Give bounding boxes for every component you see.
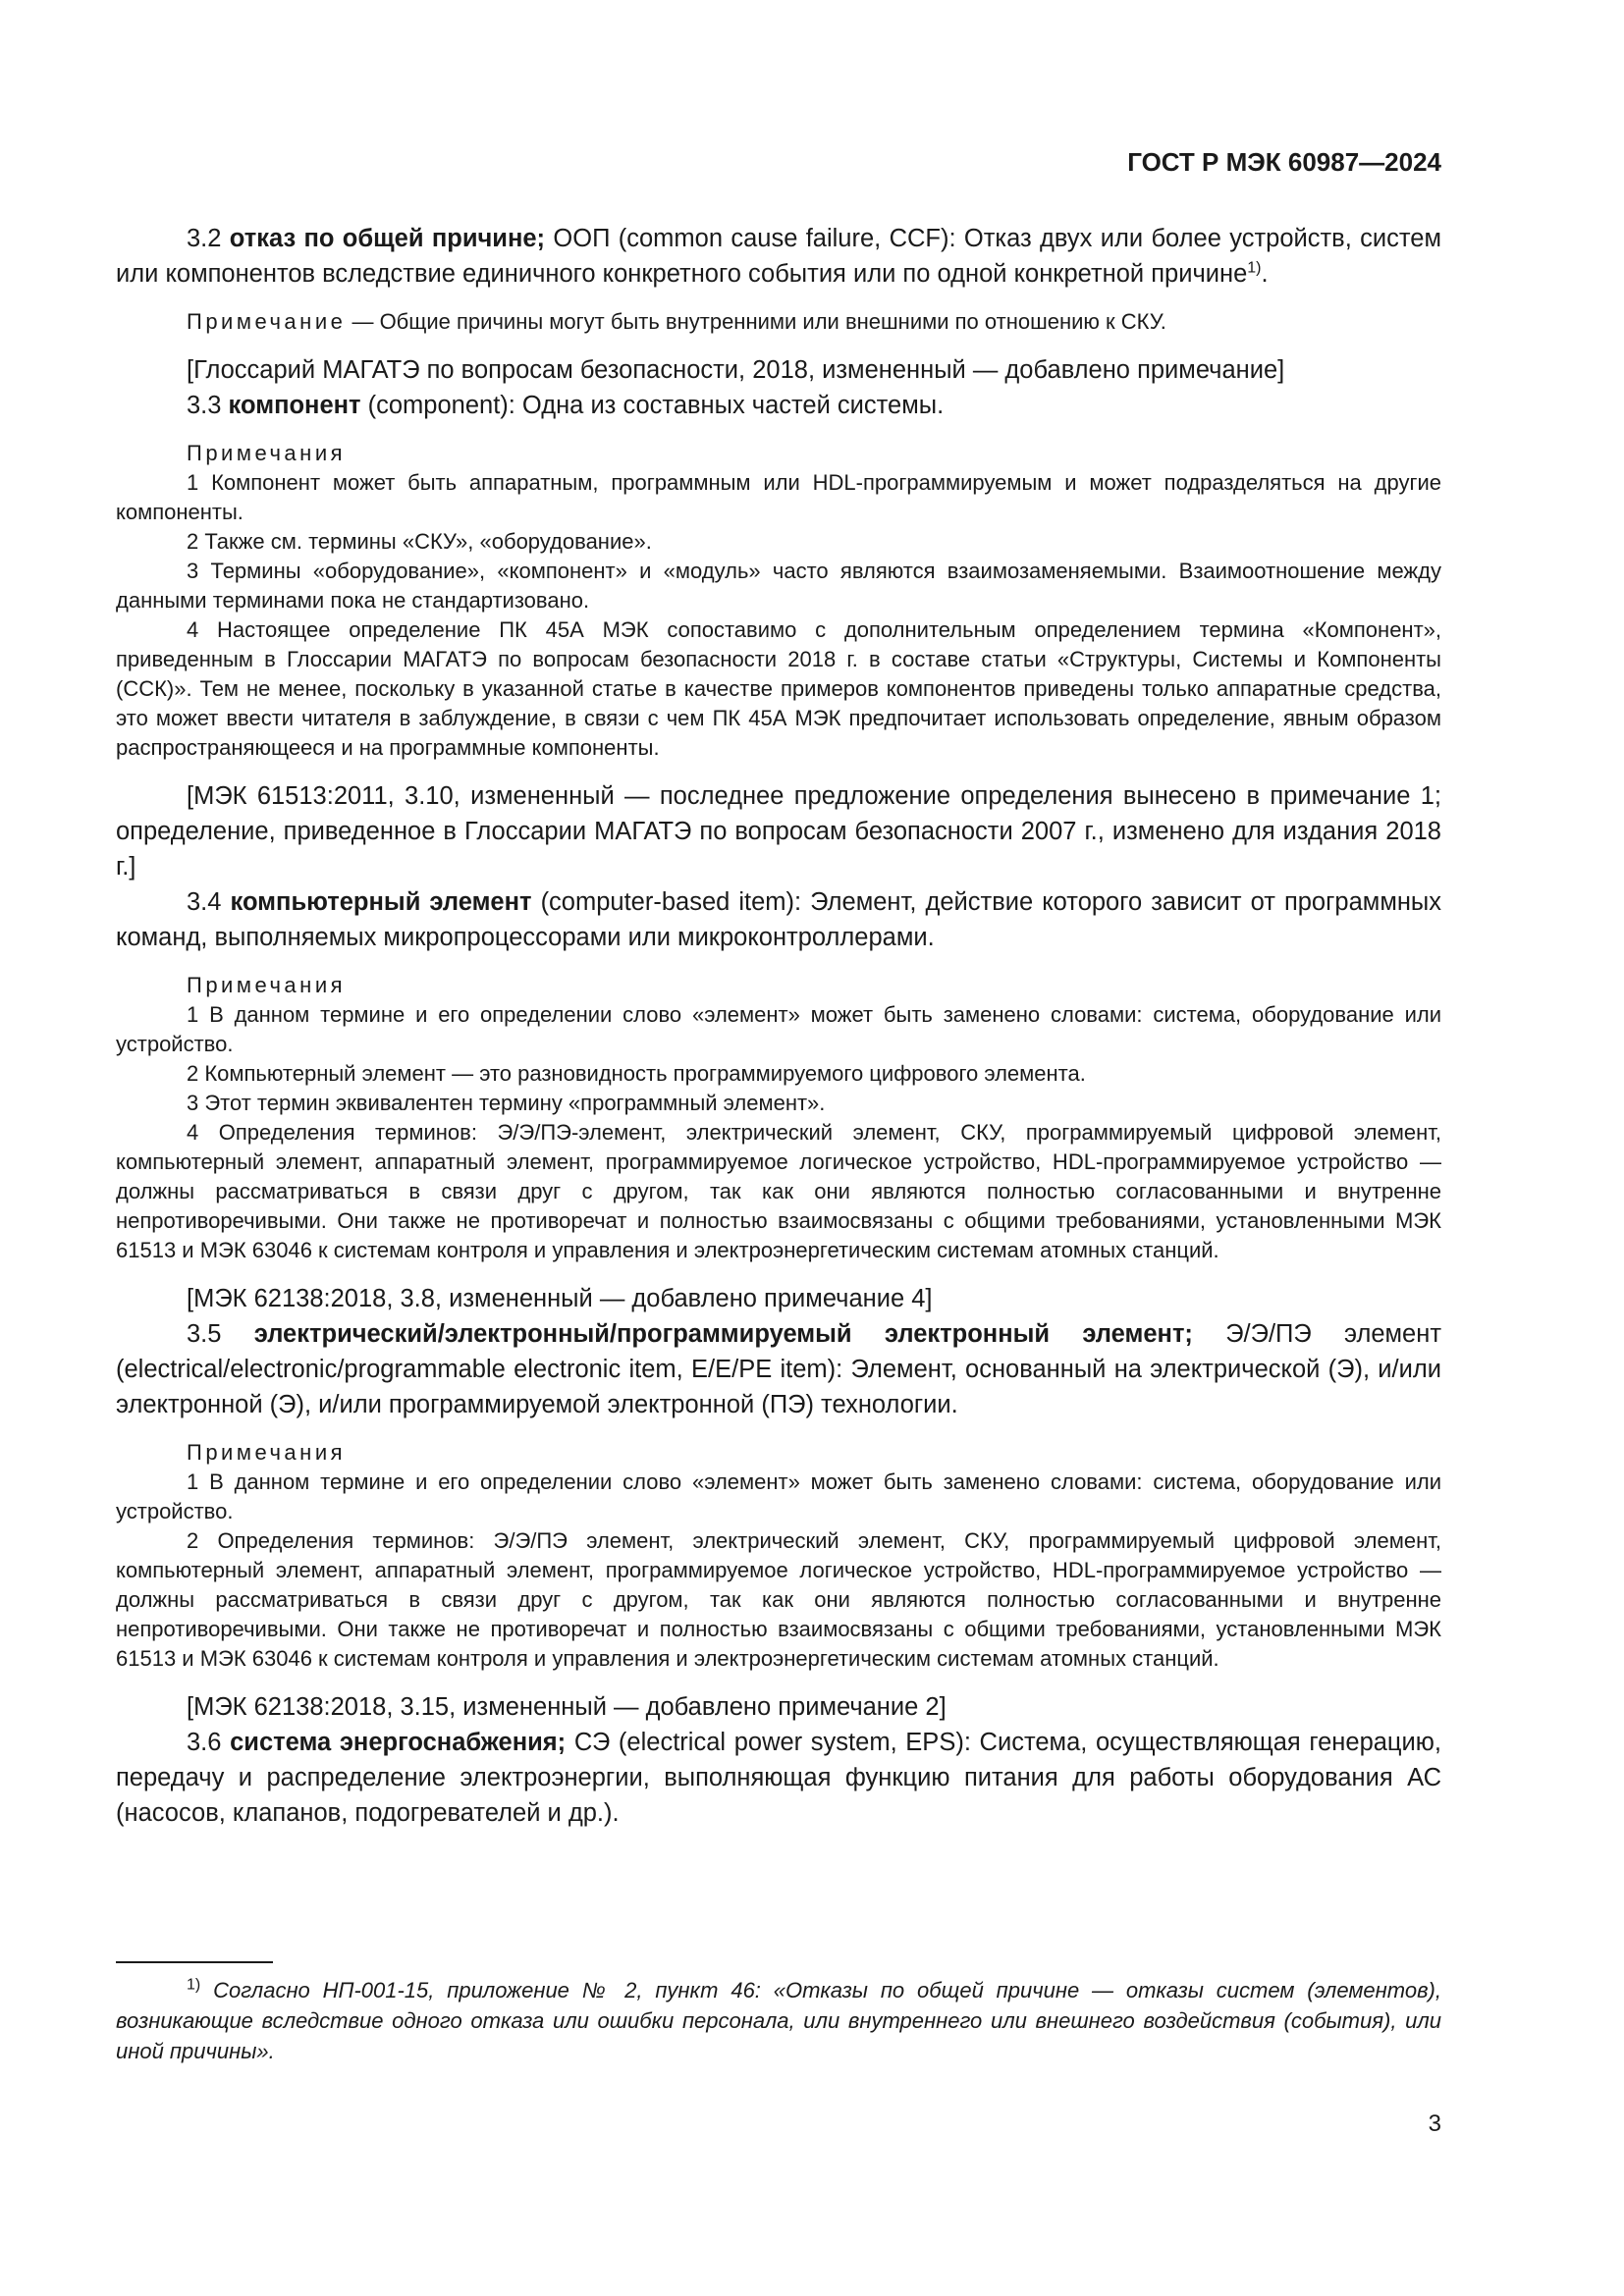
footnote-text: Согласно НП-001-15, приложение № 2, пункт 46: «Отказы по общей причине — отказы систем (элементов), возникающие вследствие одного отказа или ошибки персонала, или внутреннего или внешнего воздействия (события), или иной причины». [116, 1978, 1441, 2063]
term-3-2: 3.2 отказ по общей причине; ООП (common cause failure, CCF): Отказ двух или более устройств, систем или компонентов вследствие единичного конкретного события или по одной конкретной причине$^{1)}$. [116, 225, 1441, 288]
term-3-3 [116, 388, 1441, 423]
note-3-3-4: 4 Настоящее определение ПК 45А МЭК сопоставимо с дополнительным определением термина «Компонент», приведенным в Глоссарии МАГАТЭ по вопросам безопасности 2018 г. в составе статьи «Структуры, Системы и Компоненты (ССК)». Тем не менее, поскольку в указанной статье в качестве примеров компонентов приведены только аппаратные средства, это может ввести читателя в заблуждение, в связи с чем ПК 45А МЭК предпочитает использовать определение, явным образом распространяющееся и на программные компоненты. [116, 617, 1441, 760]
term-3-5 [116, 1316, 1441, 1422]
note-3-3-1: 1 Компонент может быть аппаратным, программным или HDL-программируемым и может подразделяться на другие компоненты. [116, 470, 1441, 524]
note-3-5-2: 2 Определения терминов: Э/Э/ПЭ элемент, электрический элемент, СКУ, программируемый цифровой элемент, компьютерный элемент, аппаратный элемент, программируемое логическое устройство, HDL-программируемое устройство — должны рассматриваться в связи друг с другом, так как они являются полностью согласованными и внутренне непротиворечивыми. Они также не противоречат и полностью взаимосвязаны с общими требованиями, установленными МЭК 61513 и МЭК 63046 к системам контроля и управления и электроэнергетическим системам атомных станций. [116, 1528, 1441, 1671]
term-number: 3.5 [187, 1320, 222, 1348]
term-title: компонент [228, 392, 361, 419]
notes-label-3-4: Примечания [187, 973, 347, 997]
term-definition: (component): Одна из составных частей системы. [360, 392, 945, 419]
source-3-4: [МЭК 62138:2018, 3.8, измененный — добавлено примечание 4] [187, 1285, 933, 1312]
footnote-divider [116, 1961, 273, 1963]
source-3-2: [Глоссарий МАГАТЭ по вопросам безопасности, 2018, измененный — добавлено примечание] [187, 356, 1285, 384]
note-3-3-3: 3 Термины «оборудование», «компонент» и «модуль» часто являются взаимозаменяемыми. Взаимоотношение между данными терминами пока не стандартизовано. [116, 559, 1441, 613]
term-3-6 [116, 1725, 1441, 1831]
term-definition: (computer-based item): Элемент, действие которого зависит от программных команд, выполняемых микропроцессорами или микроконтроллерами. [116, 888, 1442, 951]
note-text: — Общие причины могут быть внутренними или внешними по отношению к СКУ. [346, 309, 1166, 334]
term-definition: Э/Э/ПЭ элемент (electrical/electronic/programmable electronic item, E/E/PE item): Элемент, основанный на электрической (Э), и/или электронной (Э), и/или программируемой электронной (ПЭ) технологии. [116, 1320, 1441, 1418]
term-title: компьютерный элемент [230, 888, 532, 916]
note-3-4-3: 3 Этот термин эквивалентен термину «программный элемент». [187, 1091, 826, 1115]
term-title: отказ по общей причине; [229, 225, 546, 252]
page-content [116, 221, 1441, 1831]
term-3-4 [116, 884, 1441, 955]
note-label: Примечание [187, 309, 347, 334]
page-number: 3 [1428, 2110, 1441, 2137]
source-3-5: [МЭК 62138:2018, 3.15, измененный — добавлено примечание 2] [187, 1693, 947, 1721]
footnote [116, 1975, 1441, 2066]
footnote-ref: 1) [1247, 259, 1262, 277]
footnote-mark: 1) [187, 1976, 201, 1994]
note-3-5-1: 1 В данном термине и его определении слово «элемент» может быть заменено словами: система, оборудование или устройство. [116, 1469, 1441, 1523]
term-number: 3.6 [187, 1729, 222, 1756]
note-3-4-2: 2 Компьютерный элемент — это разновидность программируемого цифрового элемента. [187, 1061, 1086, 1086]
note-3-2 [116, 307, 1441, 337]
document-header: ГОСТ Р МЭК 60987—2024 [1127, 147, 1441, 177]
term-title: система энергоснабжения; [230, 1729, 567, 1756]
term-definition: СЭ (electrical power system, EPS): Система, осуществляющая генерацию, передачу и распределение электроэнергии, выполняющая функцию питания для работы оборудования АС (насосов, клапанов, подогревателей и др.). [116, 1729, 1441, 1827]
note-3-4-4: 4 Определения терминов: Э/Э/ПЭ-элемент, электрический элемент, СКУ, программируемый цифровой элемент, компьютерный элемент, аппаратный элемент, программируемое логическое устройство, HDL-программируемое устройство — должны рассматриваться в связи друг с другом, так как они являются полностью согласованными и внутренне непротиворечивыми. Они также не противоречат и полностью взаимосвязаны с общими требованиями, установленными МЭК 61513 и МЭК 63046 к системам контроля и управления и электроэнергетическим системам атомных станций. [116, 1120, 1441, 1262]
note-3-4-1: 1 В данном термине и его определении слово «элемент» может быть заменено словами: система, оборудование или устройство. [116, 1002, 1441, 1056]
term-number: 3.3 [187, 392, 222, 419]
term-number: 3.2 [187, 225, 222, 252]
term-title: электрический/электронный/программируемый электронный элемент; [253, 1320, 1193, 1348]
notes-label-3-3: Примечания [187, 441, 347, 465]
notes-label-3-5: Примечания [187, 1440, 347, 1465]
source-3-3: [МЭК 61513:2011, 3.10, измененный — последнее предложение определения вынесено в примечание 1; определение, приведенное в Глоссарии МАГАТЭ по вопросам безопасности 2007 г., изменено для издания 2018 г.] [116, 782, 1441, 881]
note-3-3-2: 2 Также см. термины «СКУ», «оборудование». [187, 529, 652, 554]
term-number: 3.4 [187, 888, 222, 916]
term-definition: ООП (common cause failure, CCF): Отказ двух или более устройств, систем или компонентов вследствие единичного конкретного события или по одной конкретной причине [116, 225, 1441, 288]
